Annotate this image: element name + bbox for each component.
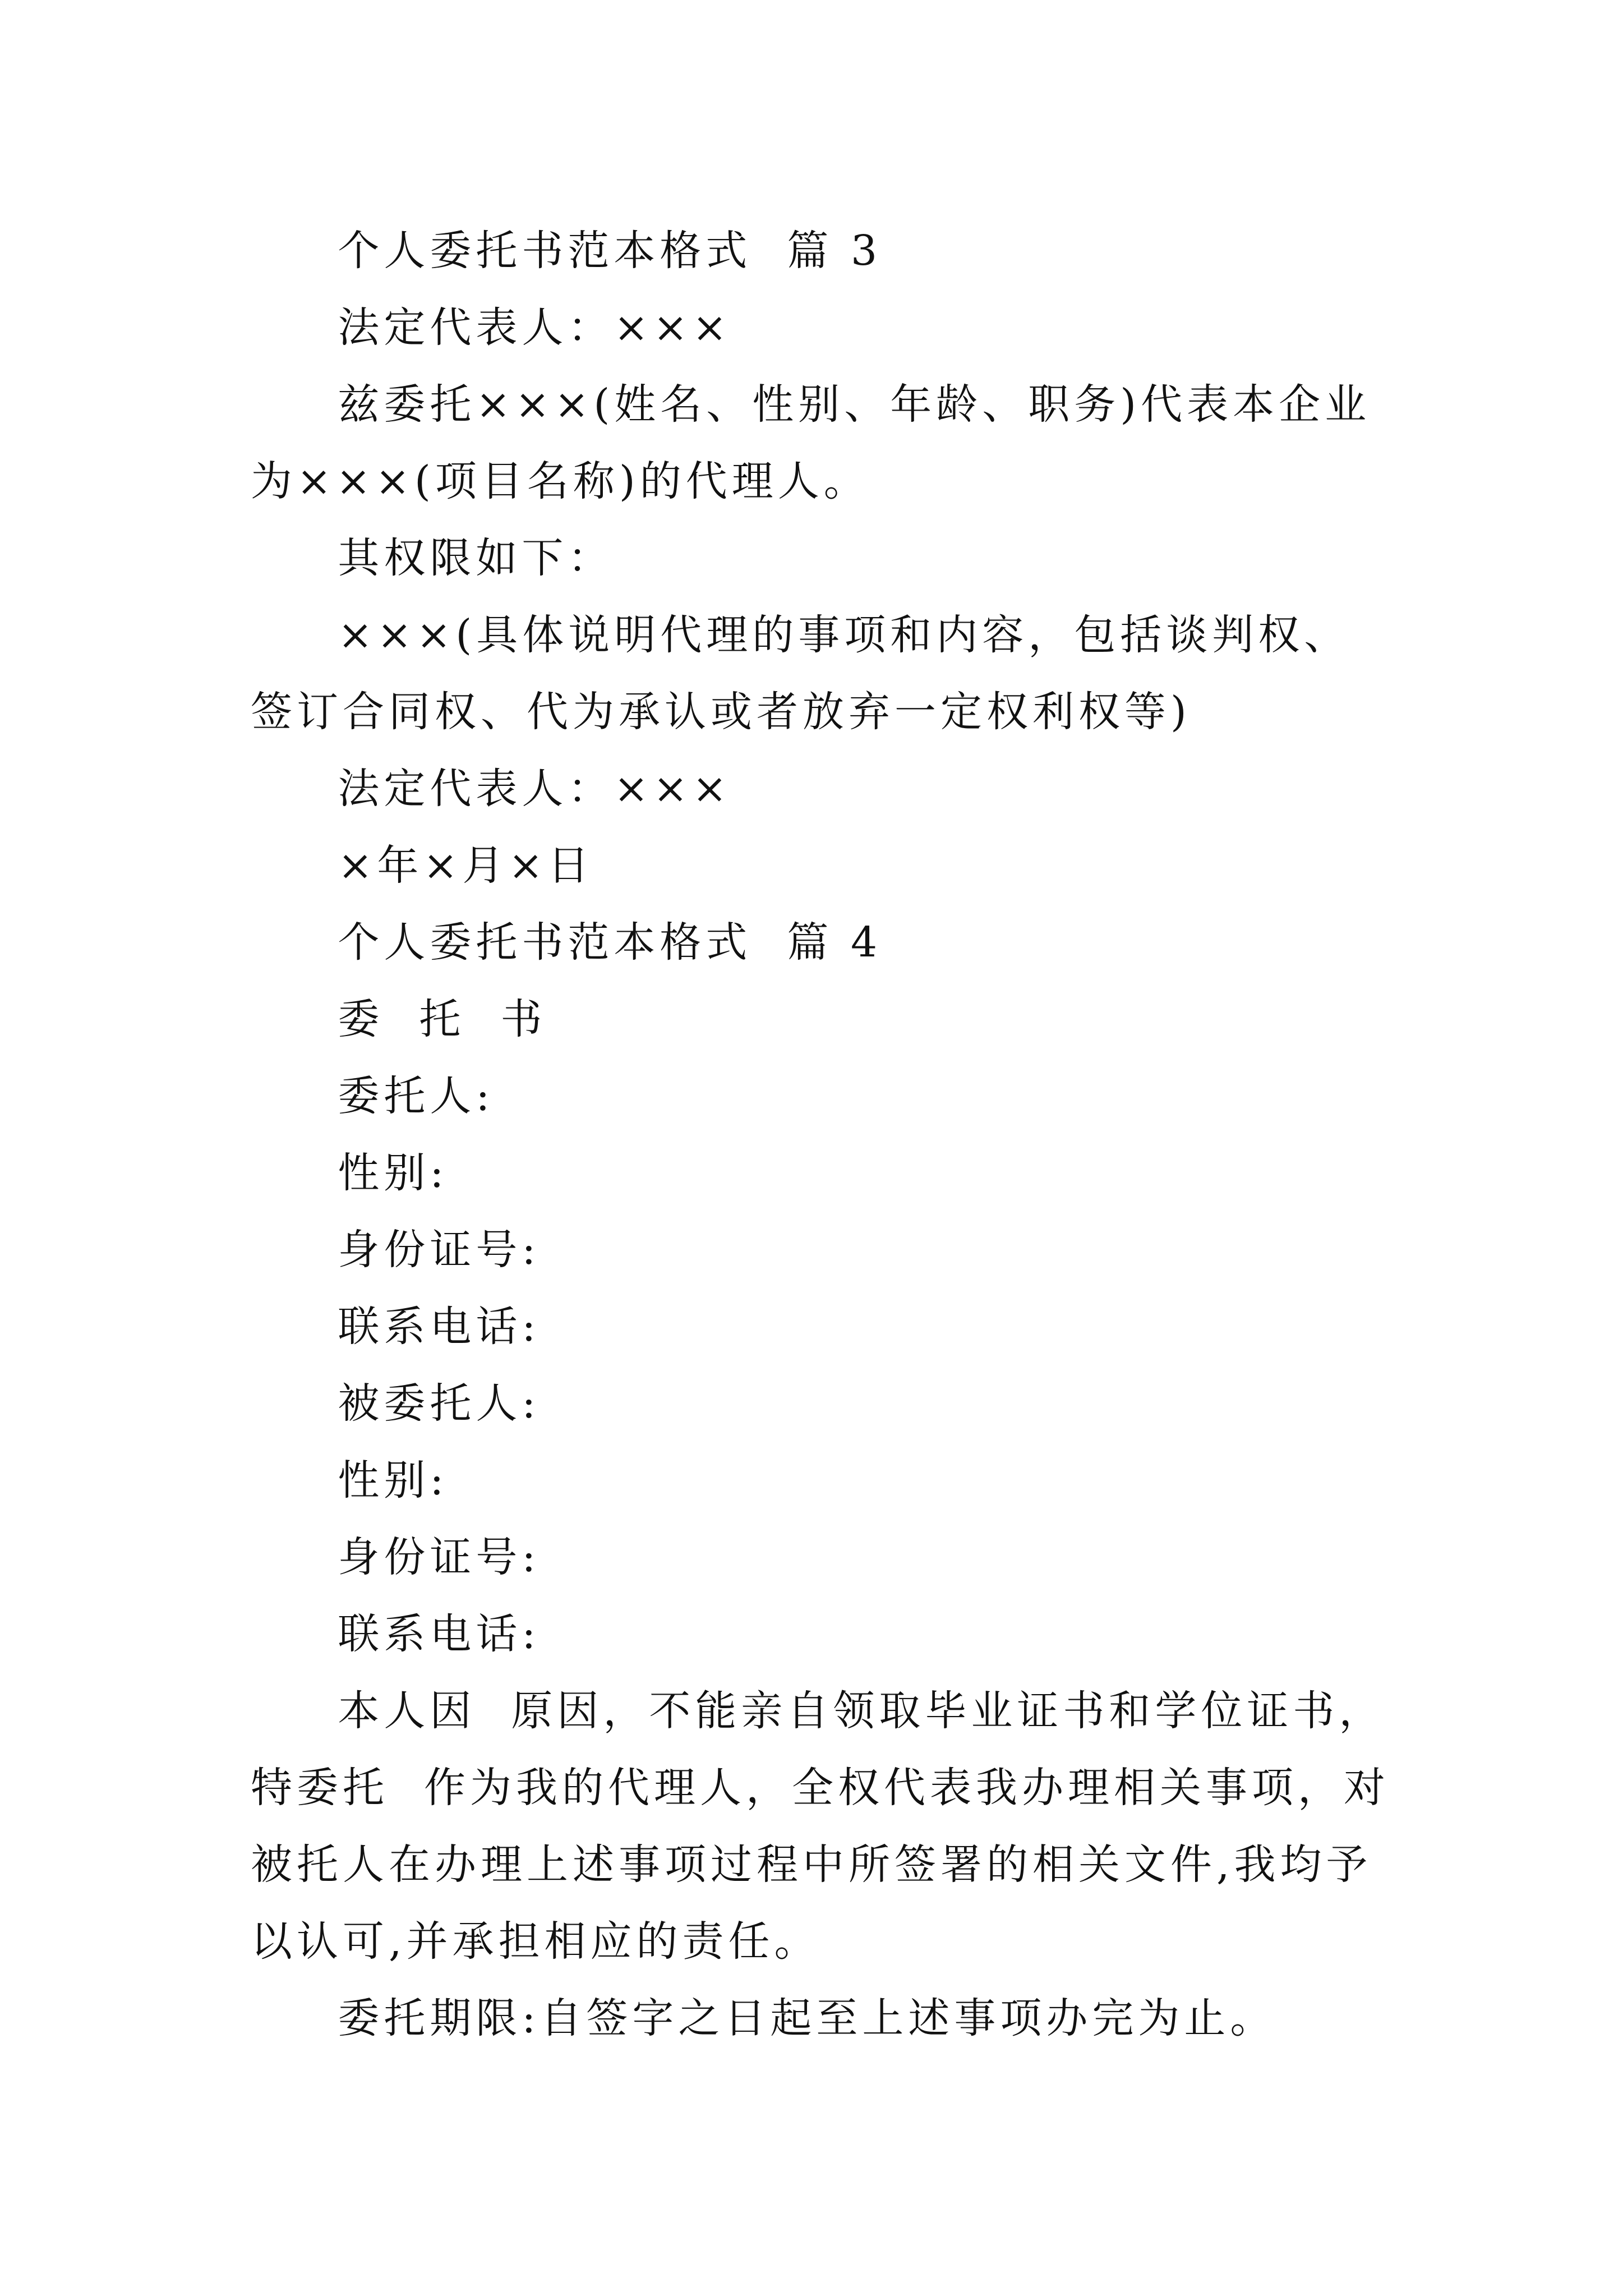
authorization-statement: 本人因 原因，不能亲自领取毕业证书和学位证书，特委托 作为我的代理人，全权代表我办理相关事项，对被托人在办理上述事项过程中所签署的相关文件,我均予以认可,并承担相应的责任。 <box>251 1687 1390 1966</box>
principal-phone-label: 联系电话: <box>338 1303 541 1351</box>
principal-gender-label: 性别: <box>338 1149 449 1197</box>
letter-title: 委 托 书 <box>338 995 547 1043</box>
legal-representative-signature: 法定代表人：××× <box>338 765 732 813</box>
agent-id-label: 身份证号: <box>338 1533 541 1581</box>
principal-id-label: 身份证号: <box>338 1226 541 1274</box>
authority-heading: 其权限如下： <box>338 534 614 582</box>
legal-representative-line: 法定代表人：××× <box>338 303 732 352</box>
authority-detail: ×××(具体说明代理的事项和内容，包括谈判权、签订合同权、代为承认或者放弃一定权利权等) <box>251 611 1350 736</box>
date-line: ×年×月×日 <box>338 841 594 890</box>
authorization-period: 委托期限:自签字之日起至上述事项办完为止。 <box>338 1994 1276 2042</box>
section-heading-3: 个人委托书范本格式 篇 3 <box>338 227 882 275</box>
agent-phone-label: 联系电话: <box>338 1610 541 1658</box>
entrust-paragraph: 兹委托×××(姓名、性别、年龄、职务)代表本企业为×××(项目名称)的代理人。 <box>251 380 1371 505</box>
agent-label: 被委托人: <box>338 1379 541 1428</box>
document-body <box>251 213 1395 2057</box>
agent-gender-label: 性别: <box>338 1456 449 1504</box>
principal-label: 委托人: <box>338 1072 495 1120</box>
section-heading-4: 个人委托书范本格式 篇 4 <box>338 918 882 967</box>
